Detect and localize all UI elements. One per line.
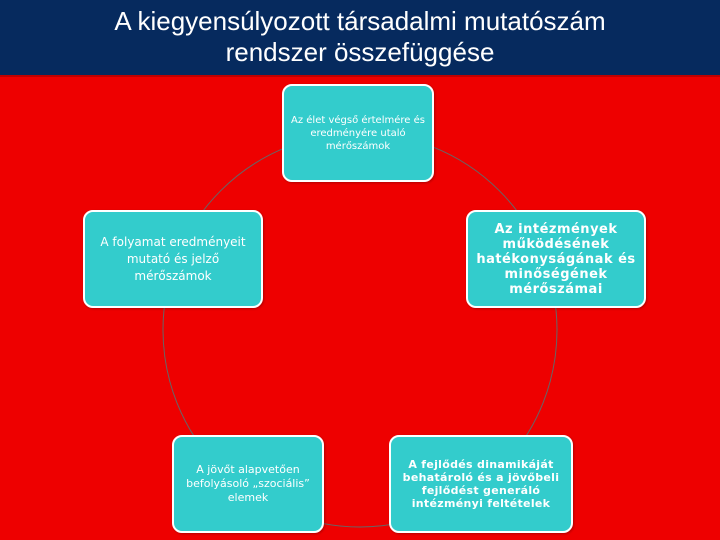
title-line-2: rendszer összefüggése — [225, 37, 495, 67]
cycle-node-top-text: Az élet végső értelmére és eredményére utaló mérőszámok — [291, 114, 425, 152]
cycle-node-left — [83, 210, 263, 308]
cycle-node-bottom-right-text: A fejlődés dinamikáját behatároló és a jövőbeli fejlődést generáló intézményi feltételek — [402, 458, 560, 510]
cycle-node-right — [466, 210, 646, 308]
title-line-1: A kiegyensúlyozott társadalmi mutatószám — [114, 6, 606, 36]
cycle-node-top — [282, 84, 434, 182]
cycle-node-bottom-left — [172, 435, 324, 533]
cycle-node-bottom-left-text: A jövőt alapvetően befolyásoló „szociális” elemek — [186, 463, 310, 504]
cycle-node-bottom-right — [389, 435, 573, 533]
cycle-node-right-text: Az intézmények működésének hatékonyságának és minőségének mérőszámai — [476, 221, 636, 297]
cycle-node-left-text: A folyamat eredményeit mutató és jelző mérőszámok — [100, 234, 246, 283]
